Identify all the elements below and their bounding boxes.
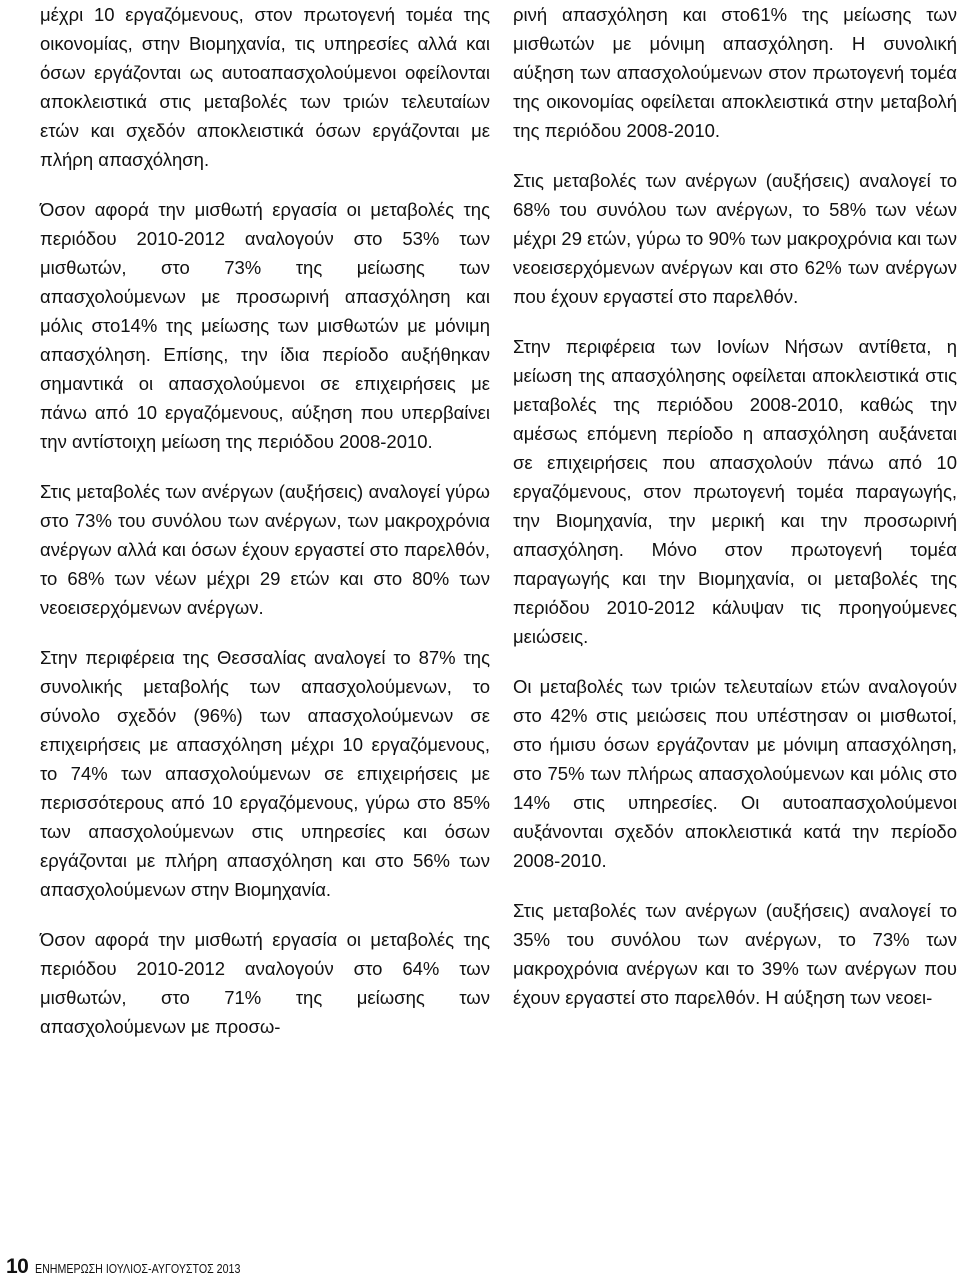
paragraph: Στην περιφέρεια των Ιονίων Νήσων αντίθετα, η μείωση της απασχόλησης οφείλεται αποκλειστικά στις μεταβολές της περιόδου 2008-2010, καθώς την αμέσως επόμενη περίοδο η απασχόληση αυξάνεται σε επιχειρήσεις που απασχολούν πάνω από 10 εργαζόμενους, στον πρωτογενή τομέα παραγωγής, την Βιομηχανία, την μερική και την προσωρινή απασχόληση. Μόνο στον πρωτογενή τομέα παραγωγής και την Βιομηχανία, οι μεταβολές της περιόδου 2010-2012 κάλυψαν τις προηγούμενες μειώσεις. <box>513 336 957 647</box>
paragraph: Στις μεταβολές των ανέργων (αυξήσεις) αναλογεί το 68% του συνόλου των ανέργων, το 58% των νέων μέχρι 29 ετών, γύρω το 90% των μακροχρόνια και των νεοεισερχόμενων ανέργων και στο 62% των ανέργων που έχουν εργαστεί στο παρελθόν. <box>513 170 957 307</box>
left-column <box>40 0 490 1062</box>
paragraph: μέχρι 10 εργαζόμενους, στον πρωτογενή τομέα της οικονομίας, στην Βιομηχανία, τις υπηρεσίες αλλά και όσων εργάζονται ως αυτοαπασχολούμενοι οφείλονται αποκλειστικά στις μεταβολές των τριών τελευταίων ετών και σχεδόν αποκλειστικά όσων εργάζονται με πλήρη απασχόληση. <box>40 4 490 170</box>
paragraph: Στις μεταβολές των ανέργων (αυξήσεις) αναλογεί γύρω στο 73% του συνόλου των ανέργων, των μακροχρόνια ανέργων αλλά και όσων έχουν εργαστεί στο παρελθόν, το 68% των νέων μέχρι 29 ετών και στο 80% των νεοεισερχόμενων ανέργων. <box>40 481 490 618</box>
paragraph: Στις μεταβολές των ανέργων (αυξήσεις) αναλογεί το 35% του συνόλου των ανέργων, το 73% των μακροχρόνια ανέργων και το 39% των ανέργων που έχουν εργαστεί στο παρελθόν. Η αύξηση των νεοει- <box>513 900 957 1008</box>
page-footer <box>6 1256 285 1280</box>
paragraph: Στην περιφέρεια της Θεσσαλίας αναλογεί το 87% της συνολικής μεταβολής των απασχολούμενων, το σύνολο σχεδόν (96%) των απασχολούμενων σε επιχειρήσεις με απασχόληση μέχρι 10 εργαζόμενους, το 74% των απασχολούμενων σε επιχειρήσεις με περισσότερους από 10 εργαζόμενους, γύρω στο 85% των απασχολούμενων στις υπηρεσίες και όσων εργάζονται με πλήρη απασχόληση και στο 56% των απασχολούμενων στην Βιομηχανία. <box>40 647 490 900</box>
publication-name: ΕΝΗΜΕΡΩΣΗ ΙΟΥΛΙΟΣ-ΑΥΓΟΥΣΤΟΣ 2013 <box>34 1261 241 1276</box>
paragraph: Όσον αφορά την μισθωτή εργασία οι μεταβολές της περιόδου 2010-2012 αναλογούν στο 53% των μισθωτών, στο 73% της μείωσης των απασχολούμενων με προσωρινή απασχόληση και μόλις στο14% της μείωσης των μισθωτών με μόνιμη απασχόληση. Επίσης, την ίδια περίοδο αυξήθηκαν σημαντικά οι απασχολούμενοι σε επιχειρήσεις με πάνω από 10 εργαζόμενους, αύξηση που υπερβαίνει την αντίστοιχη μείωση της περιόδου 2008-2010. <box>40 199 490 452</box>
page-number: 10 <box>6 1255 29 1278</box>
paragraph: Οι μεταβολές των τριών τελευταίων ετών αναλογούν στο 42% στις μειώσεις που υπέστησαν οι μισθωτοί, στο ήμισυ όσων εργάζονταν με μόνιμη απασχόληση, στο 75% των πλήρως απασχολούμενων και μόλις στο 14% στις υπηρεσίες. Οι αυτοαπασχολούμενοι αυξάνονται σχεδόν αποκλειστικά κατά την περίοδο 2008-2010. <box>513 676 957 871</box>
paragraph: ρινή απασχόληση και στο61% της μείωσης των μισθωτών με μόνιμη απασχόληση. Η συνολική αύξηση των απασχολούμενων στον πρωτογενή τομέα της οικονομίας οφείλεται αποκλειστικά στην μεταβολή της περιόδου 2008-2010. <box>513 4 957 141</box>
right-column <box>513 0 957 1033</box>
paragraph: Όσον αφορά την μισθωτή εργασία οι μεταβολές της περιόδου 2010-2012 αναλογούν στο 64% των μισθωτών, στο 71% της μείωσης των απασχολούμενων με προσω- <box>40 929 490 1037</box>
